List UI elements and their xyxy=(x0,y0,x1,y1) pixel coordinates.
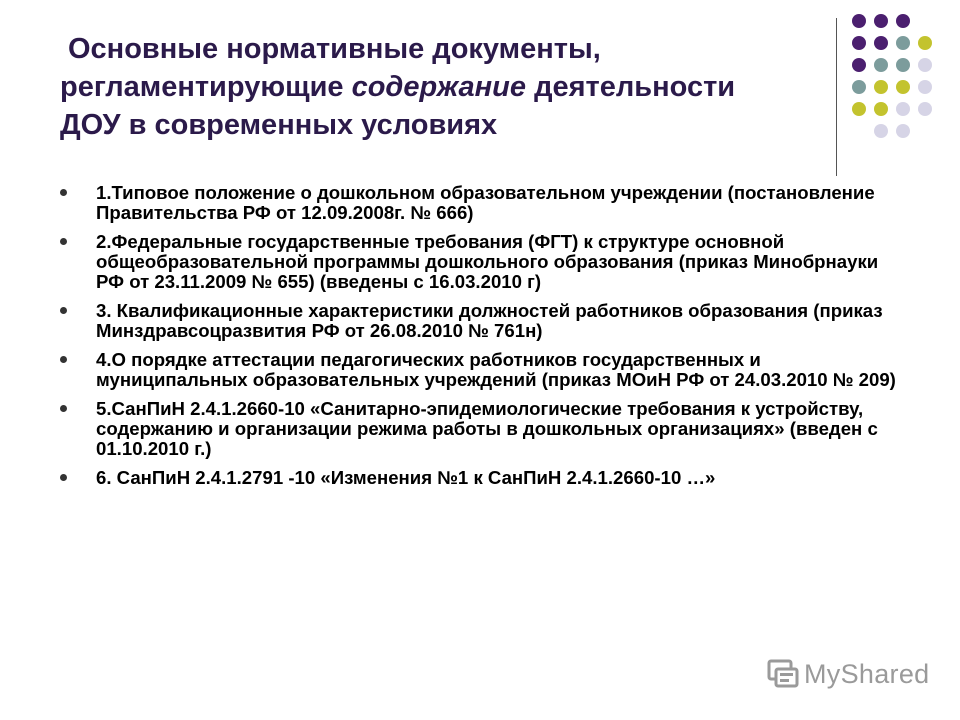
bullet-dot-icon xyxy=(60,307,67,314)
list-item xyxy=(60,399,910,459)
decorative-dot xyxy=(874,102,888,116)
list-item-text: 4.О порядке аттестации педагогических работников государственных и муниципальных образовательных учреждений (приказ МОиН РФ от 24.03.2010 № 209) xyxy=(96,349,896,390)
decorative-dot xyxy=(918,36,932,50)
decorative-dot xyxy=(896,102,910,116)
decorative-dot xyxy=(896,124,910,138)
list-item-text: 6. СанПиН 2.4.1.2791 -10 «Изменения №1 к СанПиН 2.4.1.2660-10 …» xyxy=(96,467,716,488)
title-line-1: Основные нормативные документы, xyxy=(68,33,601,65)
list-item-text: 2.Федеральные государственные требования (ФГТ) к структуре основной общеобразовательной программы дошкольного образования (приказ Минобрнауки РФ от 23.11.2009 № 655) (введены с 16.03.2010 г) xyxy=(96,231,879,292)
decorative-dot xyxy=(852,36,866,50)
decorative-dot xyxy=(874,14,888,28)
list-item-text: 3. Квалификационные характеристики должностей работников образования (приказ Минздравсоцразвития РФ от 26.08.2010 № 761н) xyxy=(96,300,883,341)
decorative-dot xyxy=(874,36,888,50)
bullet-dot-icon xyxy=(60,405,67,412)
list-item xyxy=(60,350,910,390)
decorative-dot xyxy=(918,102,932,116)
decorative-dot xyxy=(874,58,888,72)
list-item xyxy=(60,232,910,292)
myshared-logo-icon xyxy=(766,657,800,691)
decorative-dot xyxy=(896,58,910,72)
list-item xyxy=(60,301,910,341)
bullet-dot-icon xyxy=(60,356,67,363)
list-item xyxy=(60,183,910,223)
bullet-dot-icon xyxy=(60,189,67,196)
decorative-dot xyxy=(918,58,932,72)
watermark-text: MyShared xyxy=(804,658,930,689)
decorative-dot xyxy=(852,80,866,94)
list-item xyxy=(60,468,910,488)
title-line-3: ДОУ в современных условиях xyxy=(60,109,498,141)
decorative-dot xyxy=(896,14,910,28)
slide-title xyxy=(60,30,830,144)
bullet-dot-icon xyxy=(60,474,67,481)
decorative-dot xyxy=(896,80,910,94)
list-item-text: 5.СанПиН 2.4.1.2660-10 «Санитарно-эпидемиологические требования к устройству, содержанию и организации режима работы в дошкольных организациях» (введен с 01.10.2010 г.) xyxy=(96,398,878,459)
title-emphasis: содержание xyxy=(351,71,527,103)
title-line-2 xyxy=(60,68,830,106)
decorative-dot-grid xyxy=(852,14,960,164)
watermark xyxy=(766,655,929,693)
decorative-dot xyxy=(874,80,888,94)
vertical-divider xyxy=(836,18,837,176)
bullet-dot-icon xyxy=(60,238,67,245)
decorative-dot xyxy=(852,58,866,72)
document-list xyxy=(60,183,910,497)
title-line-2-end: деятельности xyxy=(526,71,736,103)
decorative-dot xyxy=(852,14,866,28)
decorative-dot xyxy=(896,36,910,50)
decorative-dot xyxy=(874,124,888,138)
decorative-dot xyxy=(852,102,866,116)
list-item-text: 1.Типовое положение о дошкольном образовательном учреждении (постановление Правительства РФ от 12.09.2008г. № 666) xyxy=(96,182,875,223)
title-line-2-start: регламентирующие xyxy=(60,71,352,103)
decorative-dot xyxy=(918,80,932,94)
